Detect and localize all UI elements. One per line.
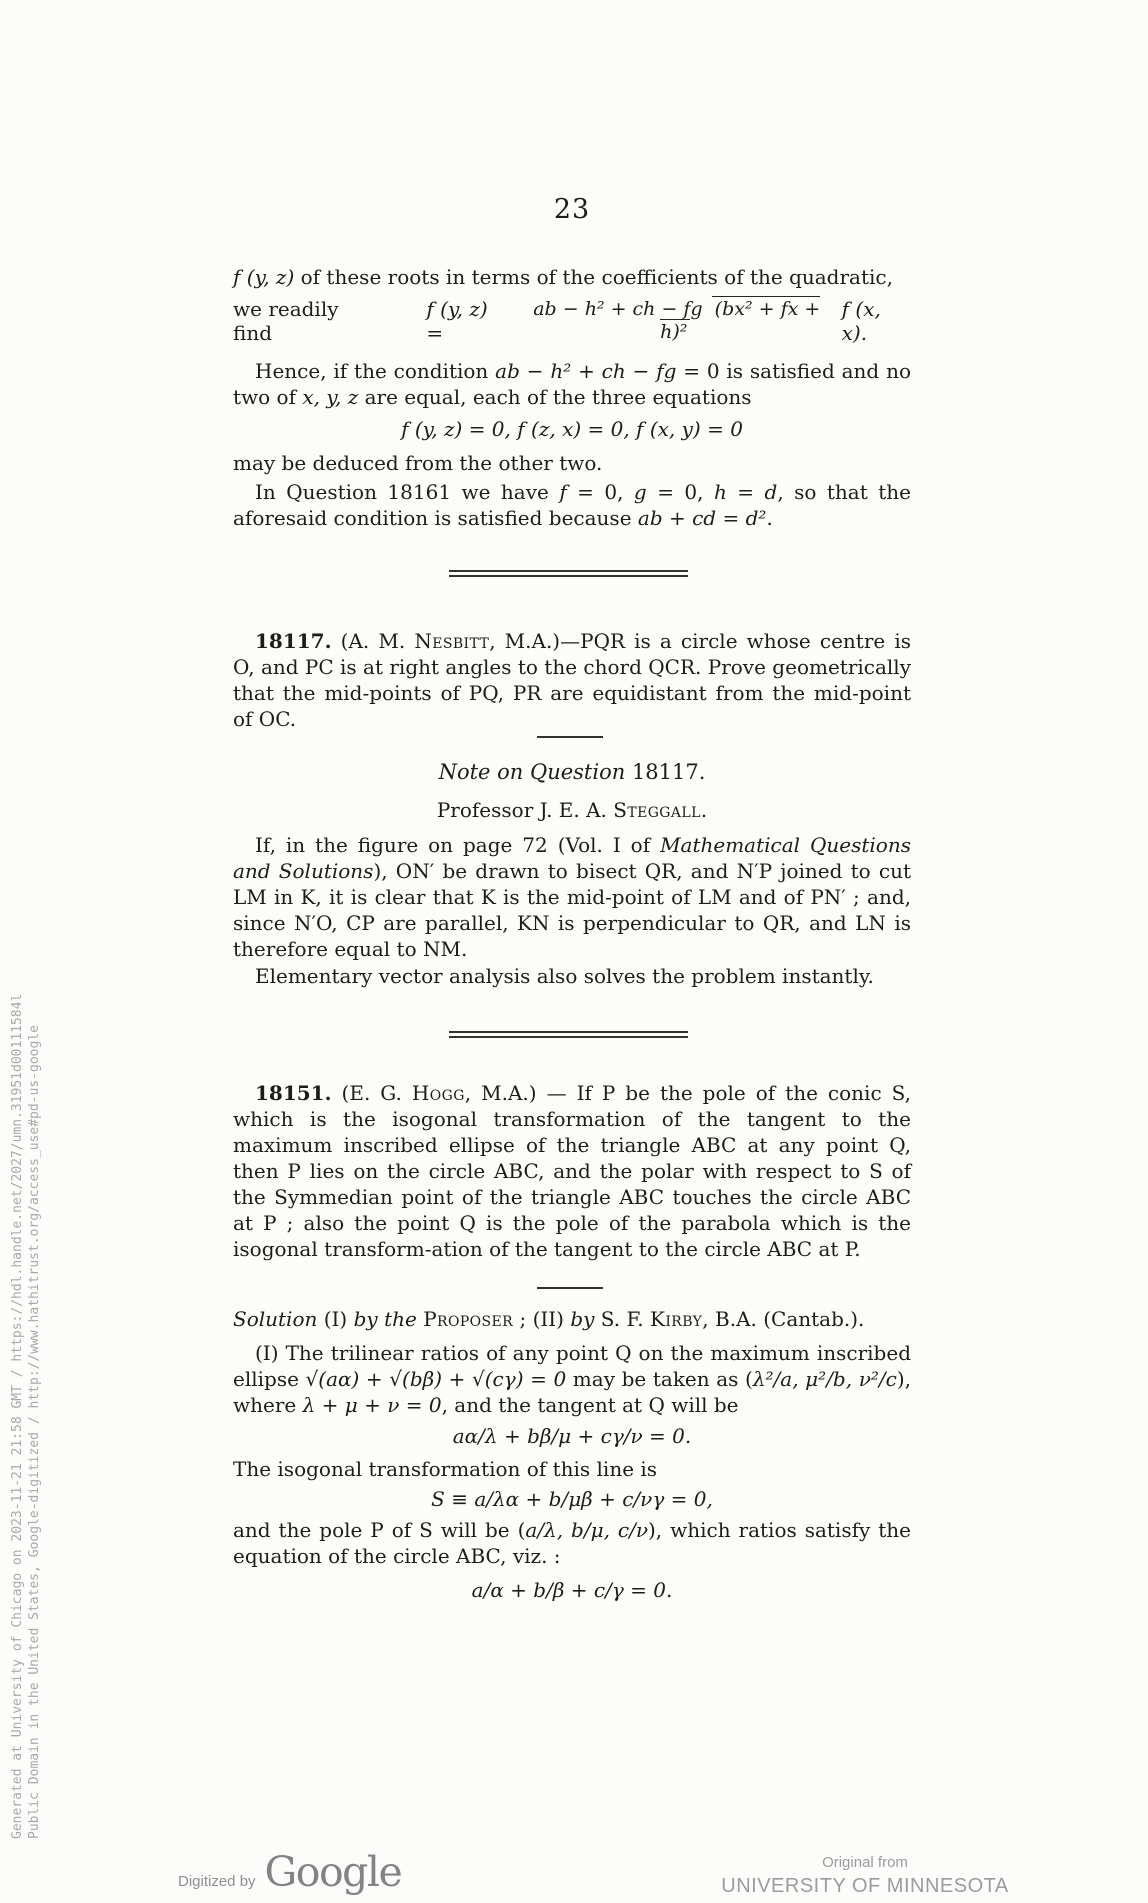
note-heading: Note on Question 18117. xyxy=(438,760,706,784)
equation-circle-abc: a/α + b/β + c/γ = 0. xyxy=(471,1578,673,1602)
solution-paragraph-1: (I) The trilinear ratios of any point Q on the maximum inscribed ellipse √(aα) + √(bβ) + √(cγ) = 0 may be taken as (λ²/a, μ²/b, ν²/c), where λ + μ + ν = 0, and the tangent at Q will be xyxy=(233,1341,911,1417)
section-divider-double-rule-2 xyxy=(449,1031,688,1038)
formula-rhs: f (x, x). xyxy=(841,297,881,345)
solution-paragraph-3: and the pole P of S will be (a/λ, b/μ, c/ν), which ratios satisfy the equation of the circle ABC, viz. : xyxy=(233,1518,911,1568)
note-paragraph: If, in the figure on page 72 (Vol. I of Mathematical Questions and Solutions), ON′ be drawn to bisect QR, and N′P joined to cut LM in K, it is clear that K is the mid-point of LM and of PN′ ; and, since N′O, CP are parallel, KN is perpendicular to QR, and LN is therefore equal to NM. xyxy=(233,833,912,961)
formula-line xyxy=(233,297,911,345)
institution-label: UNIVERSITY OF MINNESOTA xyxy=(721,1875,1009,1897)
paragraph-question-18161: In Question 18161 we have f = 0, g = 0, h = d, so that the aforesaid condition is satisfied because ab + cd = d². xyxy=(233,480,911,530)
equation-tangent: aα/λ + bβ/μ + cγ/ν = 0. xyxy=(452,1424,692,1448)
sidebar-public-domain-line: Public Domain in the United States, Google-digitized / http://www.hathitrust.org/access_use#pd-us-google xyxy=(27,1025,42,1839)
section-divider-double-rule xyxy=(449,570,688,577)
google-logo: Google xyxy=(264,1848,402,1896)
footer-digitized xyxy=(178,1848,401,1896)
paragraph-roots-intro: f (y, z) of these roots in terms of the coefficients of the quadratic, xyxy=(233,265,893,289)
original-from-label: Original from xyxy=(822,1854,908,1871)
short-rule-2 xyxy=(537,1287,603,1289)
equation-three-f: f (y, z) = 0, f (z, x) = 0, f (x, y) = 0 xyxy=(401,417,743,441)
formula-lhs: f (y, z) = xyxy=(426,297,488,345)
formula-lead: we readily find xyxy=(233,297,339,345)
footer-original xyxy=(695,1854,1035,1898)
sidebar-metadata xyxy=(9,994,43,1839)
note-author: Professor J. E. A. Steggall. xyxy=(436,798,708,822)
question-18117-text: 18117. (A. M. Nesbitt, M.A.)—PQR is a circle whose centre is O, and PC is at right angles to the chord QCR. Prove geometrically that the mid-points of PQ, PR are equidistant from the mid-point of OC. xyxy=(233,629,912,731)
paragraph-deduced: may be deduced from the other two. xyxy=(233,451,603,475)
solution-heading: Solution (I) by the Proposer ; (II) by S. F. Kirby, B.A. (Cantab.). xyxy=(233,1307,865,1331)
note-closing: Elementary vector analysis also solves the problem instantly. xyxy=(255,964,874,988)
page-number: 23 xyxy=(553,194,591,225)
question-18151-text: 18151. (E. G. Hogg, M.A.) — If P be the pole of the conic S, which is the isogonal transformation of the tangent to the maximum inscribed ellipse of the triangle ABC at any point Q, then P lies on the circle ABC, and the polar with respect to S of the Symmedian point of the triangle ABC touches the circle ABC at P ; also the point Q is the pole of the parabola which is the isogonal transform-ation of the tangent to the circle ABC at P. xyxy=(233,1081,911,1261)
fraction xyxy=(516,298,835,344)
digitized-by-label: Digitized by xyxy=(178,1873,256,1890)
sidebar-generated-line: Generated at University of Chicago on 2023-11-21 21:58 GMT / https://hdl.handle.net/2027/umn.31951d00111584l xyxy=(10,993,25,1839)
paragraph-hence-condition: Hence, if the condition ab − h² + ch − fg = 0 is satisfied and no two of x, y, z are equal, each of the three equations xyxy=(233,359,911,409)
solution-paragraph-2: The isogonal transformation of this line is xyxy=(233,1457,658,1481)
equation-isogonal-s: S ≡ a/λα + b/μβ + c/νγ = 0, xyxy=(431,1487,713,1511)
fraction-denominator: (bx² + fx + h)² xyxy=(660,298,821,343)
fraction-numerator: ab − h² + ch − fg xyxy=(533,298,703,320)
short-rule xyxy=(537,736,603,738)
